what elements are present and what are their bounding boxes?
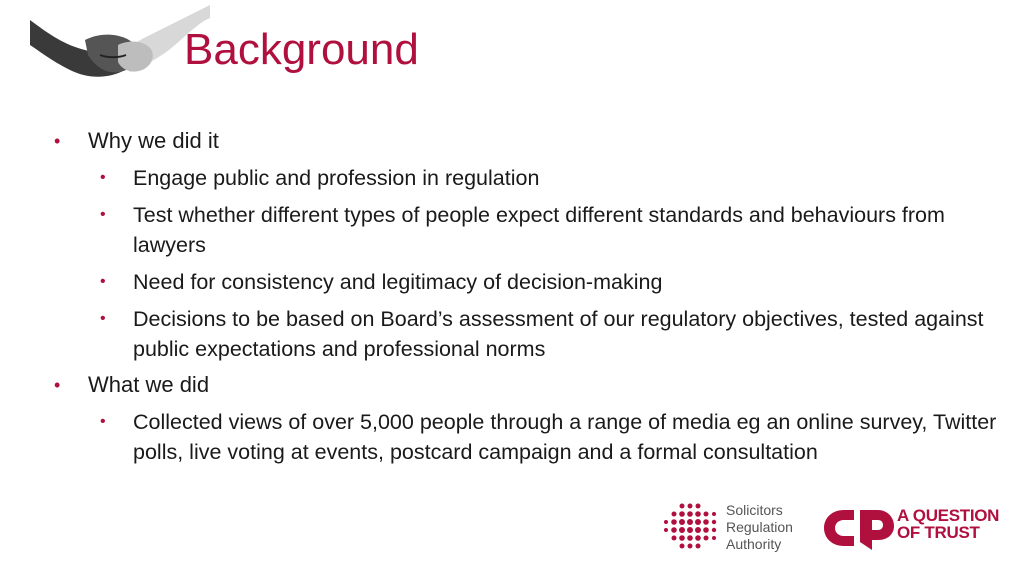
sub-bullet-item bbox=[50, 163, 1000, 193]
sub-bullet-text: Engage public and profession in regulation bbox=[133, 166, 540, 190]
slide-title: Background bbox=[184, 25, 419, 74]
bullet-item bbox=[50, 126, 1000, 156]
bullet-text: Why we did it bbox=[88, 128, 219, 153]
aqot-logo-line: A QUESTION bbox=[897, 506, 1000, 525]
sra-logo-line: Regulation bbox=[726, 519, 793, 535]
sub-bullet-item bbox=[50, 267, 1000, 297]
sub-bullet-item bbox=[50, 200, 1000, 260]
aqot-logo-text bbox=[897, 507, 999, 541]
bullet-dot-icon: • bbox=[100, 310, 106, 327]
bullet-dot-icon: • bbox=[100, 169, 106, 186]
bullet-dot-icon: • bbox=[100, 273, 106, 290]
sra-logo-line: Authority bbox=[726, 536, 782, 552]
sub-bullet-text: Collected views of over 5,000 people through a range of media eg an online survey, Twitter polls, live voting at events, postcard campaign and a formal consultation bbox=[133, 410, 997, 464]
sub-bullet-text: Decisions to be based on Board’s assessment of our regulatory objectives, tested against public expectations and professional norms bbox=[133, 307, 984, 361]
bullet-text: What we did bbox=[88, 372, 210, 397]
sra-logo-text bbox=[726, 502, 793, 553]
bullet-dot-icon: • bbox=[54, 131, 61, 151]
aqot-logo-icon bbox=[820, 504, 896, 552]
bullet-dot-icon: • bbox=[100, 413, 106, 430]
handshake-image bbox=[30, 0, 210, 92]
sub-bullet-item bbox=[50, 407, 1000, 467]
bullet-dot-icon: • bbox=[100, 206, 106, 223]
sra-logo-line: Solicitors bbox=[726, 502, 783, 518]
bullet-list bbox=[50, 120, 1000, 467]
sub-bullet-text: Need for consistency and legitimacy of decision-making bbox=[133, 270, 663, 294]
aqot-logo-line: OF TRUST bbox=[897, 523, 980, 542]
bullet-item bbox=[50, 370, 1000, 400]
sub-bullet-item bbox=[50, 304, 1000, 364]
bullet-dot-icon: • bbox=[54, 375, 61, 395]
sub-bullet-text: Test whether different types of people expect different standards and behaviours from lawyers bbox=[133, 203, 945, 257]
